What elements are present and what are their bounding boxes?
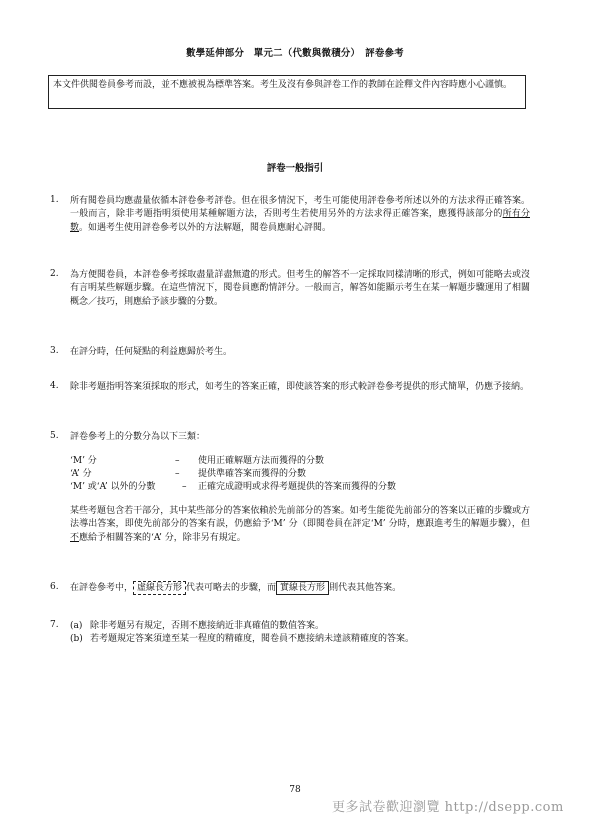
item-number-1: 1. — [50, 195, 59, 205]
item-text-2: 為方便閱卷員，本評卷參考採取盡量詳盡無遺的形式。但考生的解答不一定採取同樣清晰的形式，例如可能略去或沒有言明某些解題步驟。在這些情況下，閱卷員應酌情評分。一般而言，解答如能顯示考生在某一解題步驟運用了相關概念／技巧，則應給予該步驟的分數。 — [70, 270, 530, 307]
dashed-rectangle-sample: 虛線長方形 — [133, 581, 186, 595]
score-category-row — [70, 468, 530, 481]
item-5-intro: 評卷參考上的分數分為以下三類： — [70, 432, 206, 442]
item-1-text-part-b: 。如遇考生使用評卷參考以外的方法解題，閱卷員應耐心評閱。 — [79, 222, 332, 233]
subitem-row — [70, 620, 530, 633]
subitem-row — [70, 633, 530, 646]
item-5-paragraph — [70, 505, 530, 545]
item-1-text-part-a: 所有閱卷員均應盡量依循本評卷參考評卷。但在很多情況下，考生可能使用評卷參考所述以外的方法求得正確答案。一般而言，除非考題指明須使用某種解題方法，否則考生若使用另外的方法求得正確答案，應獲得該部分的 — [70, 196, 530, 220]
item-text-1 — [70, 195, 530, 235]
score-category-label: ‘A’ 分 — [70, 469, 92, 479]
item-text-6 — [70, 580, 530, 596]
item-number-3: 3. — [50, 346, 59, 356]
score-category-dash: – — [182, 482, 187, 492]
item-6-text-part-a: 在評卷參考中， — [70, 583, 134, 593]
score-category-desc: 使用正確解題方法而獲得的分數 — [198, 456, 325, 466]
score-category-row — [70, 481, 530, 494]
item-5-underlined-text: 不 — [70, 532, 80, 543]
subitem-label: (b) — [70, 634, 83, 644]
page-number: 78 — [289, 785, 301, 795]
item-6-text-part-b: 代表可略去的步驟，而 — [186, 583, 277, 593]
subitem-label: (a) — [70, 621, 83, 631]
item-number-4: 4. — [50, 381, 59, 391]
item-number-7: 7. — [50, 620, 59, 630]
score-category-dash: – — [175, 469, 180, 479]
item-5-text-part-b: 應給予相關答案的‘A’ 分，除非另有規定。 — [79, 532, 246, 543]
item-text-3: 在評分時，任何疑點的利益應歸於考生。 — [70, 347, 233, 357]
disclaimer-notice-box: 本文件供閱卷員參考而設，並不應被視為標準答案。考生及沒有參與評卷工作的教師在詮釋文件內容時應小心謹慎。 — [48, 75, 526, 109]
score-category-label: ‘M’ 分 — [70, 456, 97, 466]
score-category-desc: 正確完成證明或求得考題提供的答案而獲得的分數 — [198, 482, 397, 492]
subitem-text: 若考題規定答案須達至某一程度的精確度，閱卷員不應接納未達該精確度的答案。 — [90, 634, 415, 644]
item-1-underlined-text: 所有分數 — [70, 209, 530, 233]
solid-rectangle-sample: 實線長方形 — [276, 581, 329, 595]
score-category-dash: – — [175, 456, 180, 466]
subitem-text: 除非考題另有規定，否則不應接納近非真確值的數值答案。 — [90, 621, 325, 631]
document-header: 數學延伸部分 單元二（代數與微積分） 評卷參考 — [186, 48, 404, 59]
item-number-6: 6. — [50, 582, 59, 592]
score-category-label: ‘M’ 或‘A’ 以外的分數 — [70, 482, 156, 492]
footer-watermark: 更多試卷歡迎瀏覽 http://dsepp.com — [332, 800, 564, 815]
score-category-desc: 提供準確答案而獲得的分數 — [198, 469, 307, 479]
item-number-5: 5. — [50, 431, 59, 441]
item-text-4: 除非考題指明答案須採取的形式，如考生的答案正確，即使該答案的形式較評卷參考提供的形式簡單，仍應予接納。 — [70, 382, 530, 392]
score-category-row — [70, 455, 530, 468]
item-6-text-part-c: 則代表其他答案。 — [329, 583, 402, 593]
section-heading: 評卷一般指引 — [266, 163, 324, 174]
item-number-2: 2. — [50, 269, 59, 279]
item-5-text-part-a: 某些考題包含若干部分，其中某些部分的答案依賴於先前部分的答案。如考生能從先前部分的答案以正確的步驟或方法導出答案，即使先前部分的答案有誤，仍應給予‘M’ 分（即閱卷員在評定‘M’ 分時，應跟進考生的解題步驟），但 — [70, 506, 530, 530]
